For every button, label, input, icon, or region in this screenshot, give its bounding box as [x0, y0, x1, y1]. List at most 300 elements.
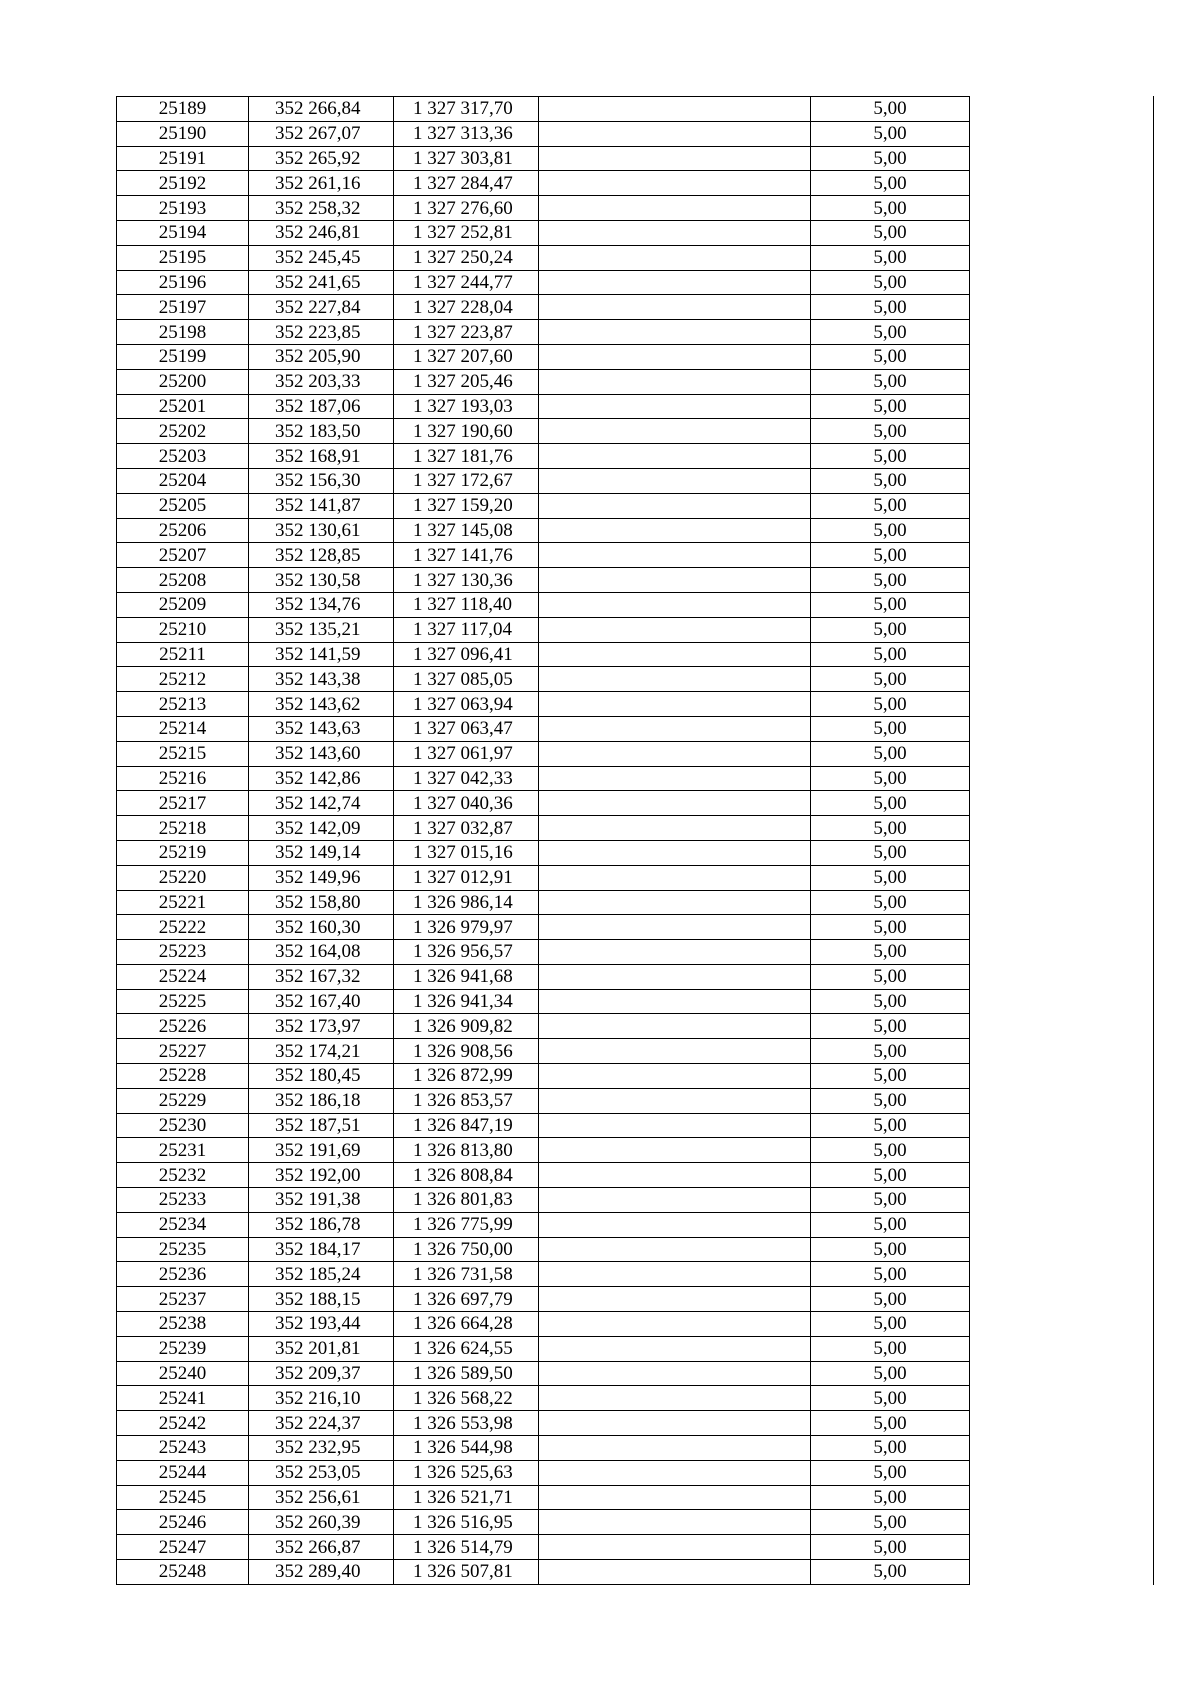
empty-cell	[970, 270, 1153, 295]
y-coordinate-cell: 1 327 317,70	[394, 97, 539, 122]
x-coordinate-cell: 352 149,14	[249, 840, 394, 865]
value-cell: 5,00	[811, 1064, 970, 1089]
value-cell: 5,00	[811, 295, 970, 320]
value-cell: 5,00	[811, 1560, 970, 1585]
point-number-cell: 25239	[117, 1336, 249, 1361]
table-row	[117, 1163, 1153, 1188]
value-cell: 5,00	[811, 915, 970, 940]
empty-cell	[970, 493, 1153, 518]
empty-cell	[539, 915, 811, 940]
x-coordinate-cell: 352 160,30	[249, 915, 394, 940]
empty-cell	[970, 1485, 1153, 1510]
point-number-cell: 25203	[117, 444, 249, 469]
empty-cell	[970, 543, 1153, 568]
point-number-cell: 25240	[117, 1361, 249, 1386]
empty-cell	[539, 196, 811, 221]
table-row	[117, 369, 1153, 394]
x-coordinate-cell: 352 184,17	[249, 1237, 394, 1262]
table-row	[117, 1312, 1153, 1337]
empty-cell	[539, 940, 811, 965]
point-number-cell: 25235	[117, 1237, 249, 1262]
empty-cell	[970, 146, 1153, 171]
point-number-cell: 25200	[117, 369, 249, 394]
empty-cell	[970, 245, 1153, 270]
point-number-cell: 25221	[117, 890, 249, 915]
empty-cell	[970, 196, 1153, 221]
value-cell: 5,00	[811, 766, 970, 791]
point-number-cell: 25220	[117, 865, 249, 890]
empty-cell	[539, 592, 811, 617]
empty-cell	[970, 320, 1153, 345]
y-coordinate-cell: 1 327 250,24	[394, 245, 539, 270]
y-coordinate-cell: 1 327 303,81	[394, 146, 539, 171]
x-coordinate-cell: 352 193,44	[249, 1312, 394, 1337]
value-cell: 5,00	[811, 146, 970, 171]
empty-cell	[970, 1188, 1153, 1213]
table-row	[117, 171, 1153, 196]
table-row	[117, 220, 1153, 245]
y-coordinate-cell: 1 327 117,04	[394, 617, 539, 642]
value-cell: 5,00	[811, 791, 970, 816]
empty-cell	[970, 394, 1153, 419]
y-coordinate-cell: 1 326 941,68	[394, 964, 539, 989]
empty-cell	[539, 270, 811, 295]
empty-cell	[970, 1163, 1153, 1188]
empty-cell	[539, 171, 811, 196]
y-coordinate-cell: 1 327 207,60	[394, 344, 539, 369]
empty-cell	[970, 97, 1153, 122]
y-coordinate-cell: 1 327 276,60	[394, 196, 539, 221]
empty-cell	[539, 1014, 811, 1039]
empty-cell	[539, 1312, 811, 1337]
table-row	[117, 592, 1153, 617]
table-row	[117, 940, 1153, 965]
empty-cell	[539, 1237, 811, 1262]
empty-cell	[539, 1436, 811, 1461]
x-coordinate-cell: 352 289,40	[249, 1560, 394, 1585]
value-cell: 5,00	[811, 1460, 970, 1485]
table-row	[117, 1014, 1153, 1039]
value-cell: 5,00	[811, 1138, 970, 1163]
empty-cell	[970, 642, 1153, 667]
value-cell: 5,00	[811, 171, 970, 196]
empty-cell	[539, 568, 811, 593]
x-coordinate-cell: 352 224,37	[249, 1411, 394, 1436]
value-cell: 5,00	[811, 344, 970, 369]
x-coordinate-cell: 352 183,50	[249, 419, 394, 444]
empty-cell	[970, 915, 1153, 940]
empty-cell	[539, 964, 811, 989]
point-number-cell: 25228	[117, 1064, 249, 1089]
x-coordinate-cell: 352 143,38	[249, 667, 394, 692]
empty-cell	[970, 1386, 1153, 1411]
x-coordinate-cell: 352 186,78	[249, 1212, 394, 1237]
empty-cell	[539, 791, 811, 816]
value-cell: 5,00	[811, 220, 970, 245]
value-cell: 5,00	[811, 840, 970, 865]
table-row	[117, 865, 1153, 890]
table-row	[117, 568, 1153, 593]
table-row	[117, 493, 1153, 518]
empty-cell	[970, 419, 1153, 444]
value-cell: 5,00	[811, 543, 970, 568]
empty-cell	[539, 1138, 811, 1163]
y-coordinate-cell: 1 327 042,33	[394, 766, 539, 791]
x-coordinate-cell: 352 187,06	[249, 394, 394, 419]
empty-cell	[539, 369, 811, 394]
point-number-cell: 25232	[117, 1163, 249, 1188]
empty-cell	[539, 1188, 811, 1213]
y-coordinate-cell: 1 326 521,71	[394, 1485, 539, 1510]
x-coordinate-cell: 352 246,81	[249, 220, 394, 245]
x-coordinate-cell: 352 191,38	[249, 1188, 394, 1213]
coordinates-table-wrapper	[116, 96, 1154, 1585]
y-coordinate-cell: 1 326 507,81	[394, 1560, 539, 1585]
y-coordinate-cell: 1 326 986,14	[394, 890, 539, 915]
x-coordinate-cell: 352 205,90	[249, 344, 394, 369]
value-cell: 5,00	[811, 568, 970, 593]
y-coordinate-cell: 1 326 941,34	[394, 989, 539, 1014]
empty-cell	[970, 1262, 1153, 1287]
empty-cell	[539, 1064, 811, 1089]
value-cell: 5,00	[811, 1411, 970, 1436]
x-coordinate-cell: 352 256,61	[249, 1485, 394, 1510]
empty-cell	[970, 1361, 1153, 1386]
point-number-cell: 25211	[117, 642, 249, 667]
point-number-cell: 25196	[117, 270, 249, 295]
y-coordinate-cell: 1 326 544,98	[394, 1436, 539, 1461]
empty-cell	[539, 245, 811, 270]
y-coordinate-cell: 1 327 096,41	[394, 642, 539, 667]
table-row	[117, 1287, 1153, 1312]
table-row	[117, 989, 1153, 1014]
point-number-cell: 25229	[117, 1088, 249, 1113]
empty-cell	[970, 121, 1153, 146]
y-coordinate-cell: 1 327 145,08	[394, 518, 539, 543]
empty-cell	[970, 369, 1153, 394]
empty-cell	[970, 220, 1153, 245]
value-cell: 5,00	[811, 617, 970, 642]
value-cell: 5,00	[811, 1336, 970, 1361]
empty-cell	[539, 468, 811, 493]
empty-cell	[970, 1088, 1153, 1113]
value-cell: 5,00	[811, 518, 970, 543]
empty-cell	[539, 865, 811, 890]
empty-cell	[539, 493, 811, 518]
y-coordinate-cell: 1 327 012,91	[394, 865, 539, 890]
table-row	[117, 1064, 1153, 1089]
table-row	[117, 518, 1153, 543]
x-coordinate-cell: 352 266,87	[249, 1535, 394, 1560]
value-cell: 5,00	[811, 1436, 970, 1461]
y-coordinate-cell: 1 327 172,67	[394, 468, 539, 493]
point-number-cell: 25216	[117, 766, 249, 791]
point-number-cell: 25238	[117, 1312, 249, 1337]
value-cell: 5,00	[811, 1212, 970, 1237]
empty-cell	[970, 518, 1153, 543]
table-row	[117, 344, 1153, 369]
empty-cell	[970, 1510, 1153, 1535]
empty-cell	[539, 1386, 811, 1411]
empty-cell	[539, 716, 811, 741]
empty-cell	[539, 518, 811, 543]
value-cell: 5,00	[811, 97, 970, 122]
point-number-cell: 25209	[117, 592, 249, 617]
value-cell: 5,00	[811, 716, 970, 741]
y-coordinate-cell: 1 327 193,03	[394, 394, 539, 419]
value-cell: 5,00	[811, 270, 970, 295]
x-coordinate-cell: 352 185,24	[249, 1262, 394, 1287]
table-row	[117, 840, 1153, 865]
x-coordinate-cell: 352 241,65	[249, 270, 394, 295]
empty-cell	[539, 1088, 811, 1113]
table-row	[117, 1386, 1153, 1411]
empty-cell	[539, 97, 811, 122]
point-number-cell: 25246	[117, 1510, 249, 1535]
y-coordinate-cell: 1 327 244,77	[394, 270, 539, 295]
y-coordinate-cell: 1 326 750,00	[394, 1237, 539, 1262]
x-coordinate-cell: 352 186,18	[249, 1088, 394, 1113]
x-coordinate-cell: 352 266,84	[249, 97, 394, 122]
x-coordinate-cell: 352 253,05	[249, 1460, 394, 1485]
y-coordinate-cell: 1 326 624,55	[394, 1336, 539, 1361]
value-cell: 5,00	[811, 964, 970, 989]
empty-cell	[539, 1510, 811, 1535]
y-coordinate-cell: 1 326 872,99	[394, 1064, 539, 1089]
empty-cell	[970, 1064, 1153, 1089]
empty-cell	[539, 692, 811, 717]
y-coordinate-cell: 1 326 697,79	[394, 1287, 539, 1312]
value-cell: 5,00	[811, 1312, 970, 1337]
y-coordinate-cell: 1 327 063,47	[394, 716, 539, 741]
x-coordinate-cell: 352 142,09	[249, 816, 394, 841]
point-number-cell: 25198	[117, 320, 249, 345]
point-number-cell: 25213	[117, 692, 249, 717]
table-row	[117, 1188, 1153, 1213]
y-coordinate-cell: 1 327 040,36	[394, 791, 539, 816]
point-number-cell: 25223	[117, 940, 249, 965]
value-cell: 5,00	[811, 667, 970, 692]
value-cell: 5,00	[811, 121, 970, 146]
y-coordinate-cell: 1 326 516,95	[394, 1510, 539, 1535]
empty-cell	[970, 1336, 1153, 1361]
y-coordinate-cell: 1 327 141,76	[394, 543, 539, 568]
x-coordinate-cell: 352 143,62	[249, 692, 394, 717]
empty-cell	[970, 1535, 1153, 1560]
point-number-cell: 25199	[117, 344, 249, 369]
point-number-cell: 25204	[117, 468, 249, 493]
empty-cell	[539, 816, 811, 841]
value-cell: 5,00	[811, 444, 970, 469]
y-coordinate-cell: 1 326 589,50	[394, 1361, 539, 1386]
empty-cell	[539, 320, 811, 345]
x-coordinate-cell: 352 174,21	[249, 1039, 394, 1064]
empty-cell	[970, 766, 1153, 791]
x-coordinate-cell: 352 149,96	[249, 865, 394, 890]
table-row	[117, 97, 1153, 122]
point-number-cell: 25207	[117, 543, 249, 568]
y-coordinate-cell: 1 327 223,87	[394, 320, 539, 345]
table-row	[117, 1560, 1153, 1585]
value-cell: 5,00	[811, 940, 970, 965]
x-coordinate-cell: 352 167,32	[249, 964, 394, 989]
table-row	[117, 915, 1153, 940]
point-number-cell: 25218	[117, 816, 249, 841]
value-cell: 5,00	[811, 1510, 970, 1535]
x-coordinate-cell: 352 164,08	[249, 940, 394, 965]
x-coordinate-cell: 352 216,10	[249, 1386, 394, 1411]
table-row	[117, 716, 1153, 741]
empty-cell	[539, 1212, 811, 1237]
point-number-cell: 25231	[117, 1138, 249, 1163]
point-number-cell: 25197	[117, 295, 249, 320]
x-coordinate-cell: 352 188,15	[249, 1287, 394, 1312]
y-coordinate-cell: 1 326 979,97	[394, 915, 539, 940]
y-coordinate-cell: 1 326 514,79	[394, 1535, 539, 1560]
empty-cell	[970, 816, 1153, 841]
table-row	[117, 1039, 1153, 1064]
x-coordinate-cell: 352 245,45	[249, 245, 394, 270]
y-coordinate-cell: 1 327 015,16	[394, 840, 539, 865]
table-row	[117, 741, 1153, 766]
empty-cell	[539, 344, 811, 369]
empty-cell	[539, 146, 811, 171]
y-coordinate-cell: 1 327 159,20	[394, 493, 539, 518]
x-coordinate-cell: 352 265,92	[249, 146, 394, 171]
x-coordinate-cell: 352 128,85	[249, 543, 394, 568]
table-row	[117, 444, 1153, 469]
value-cell: 5,00	[811, 196, 970, 221]
point-number-cell: 25206	[117, 518, 249, 543]
empty-cell	[539, 1163, 811, 1188]
value-cell: 5,00	[811, 1088, 970, 1113]
x-coordinate-cell: 352 168,91	[249, 444, 394, 469]
point-number-cell: 25243	[117, 1436, 249, 1461]
table-row	[117, 1510, 1153, 1535]
table-row	[117, 642, 1153, 667]
empty-cell	[539, 741, 811, 766]
y-coordinate-cell: 1 327 130,36	[394, 568, 539, 593]
y-coordinate-cell: 1 327 313,36	[394, 121, 539, 146]
empty-cell	[970, 171, 1153, 196]
point-number-cell: 25210	[117, 617, 249, 642]
table-row	[117, 890, 1153, 915]
value-cell: 5,00	[811, 394, 970, 419]
value-cell: 5,00	[811, 1113, 970, 1138]
empty-cell	[539, 295, 811, 320]
table-row	[117, 1212, 1153, 1237]
empty-cell	[539, 667, 811, 692]
empty-cell	[970, 1312, 1153, 1337]
x-coordinate-cell: 352 267,07	[249, 121, 394, 146]
empty-cell	[970, 1212, 1153, 1237]
point-number-cell: 25234	[117, 1212, 249, 1237]
empty-cell	[970, 1138, 1153, 1163]
y-coordinate-cell: 1 327 252,81	[394, 220, 539, 245]
table-row	[117, 964, 1153, 989]
empty-cell	[539, 1262, 811, 1287]
empty-cell	[970, 344, 1153, 369]
table-row	[117, 121, 1153, 146]
y-coordinate-cell: 1 326 909,82	[394, 1014, 539, 1039]
value-cell: 5,00	[811, 816, 970, 841]
x-coordinate-cell: 352 232,95	[249, 1436, 394, 1461]
table-row	[117, 1411, 1153, 1436]
value-cell: 5,00	[811, 1361, 970, 1386]
x-coordinate-cell: 352 143,60	[249, 741, 394, 766]
x-coordinate-cell: 352 260,39	[249, 1510, 394, 1535]
point-number-cell: 25237	[117, 1287, 249, 1312]
x-coordinate-cell: 352 167,40	[249, 989, 394, 1014]
table-row	[117, 1088, 1153, 1113]
point-number-cell: 25193	[117, 196, 249, 221]
y-coordinate-cell: 1 326 525,63	[394, 1460, 539, 1485]
point-number-cell: 25205	[117, 493, 249, 518]
y-coordinate-cell: 1 326 775,99	[394, 1212, 539, 1237]
point-number-cell: 25242	[117, 1411, 249, 1436]
empty-cell	[970, 1411, 1153, 1436]
value-cell: 5,00	[811, 369, 970, 394]
y-coordinate-cell: 1 327 190,60	[394, 419, 539, 444]
point-number-cell: 25201	[117, 394, 249, 419]
table-row	[117, 1113, 1153, 1138]
empty-cell	[539, 766, 811, 791]
table-row	[117, 543, 1153, 568]
x-coordinate-cell: 352 258,32	[249, 196, 394, 221]
x-coordinate-cell: 352 130,61	[249, 518, 394, 543]
table-row	[117, 667, 1153, 692]
value-cell: 5,00	[811, 741, 970, 766]
empty-cell	[539, 989, 811, 1014]
point-number-cell: 25247	[117, 1535, 249, 1560]
empty-cell	[970, 1039, 1153, 1064]
empty-cell	[539, 840, 811, 865]
empty-cell	[539, 121, 811, 146]
empty-cell	[539, 220, 811, 245]
x-coordinate-cell: 352 173,97	[249, 1014, 394, 1039]
empty-cell	[539, 890, 811, 915]
empty-cell	[970, 989, 1153, 1014]
point-number-cell: 25233	[117, 1188, 249, 1213]
point-number-cell: 25194	[117, 220, 249, 245]
y-coordinate-cell: 1 327 032,87	[394, 816, 539, 841]
value-cell: 5,00	[811, 1188, 970, 1213]
empty-cell	[970, 617, 1153, 642]
table-row	[117, 1138, 1153, 1163]
empty-cell	[970, 716, 1153, 741]
x-coordinate-cell: 352 201,81	[249, 1336, 394, 1361]
y-coordinate-cell: 1 326 847,19	[394, 1113, 539, 1138]
value-cell: 5,00	[811, 989, 970, 1014]
table-row	[117, 196, 1153, 221]
empty-cell	[970, 791, 1153, 816]
point-number-cell: 25217	[117, 791, 249, 816]
x-coordinate-cell: 352 192,00	[249, 1163, 394, 1188]
empty-cell	[970, 1560, 1153, 1585]
point-number-cell: 25244	[117, 1460, 249, 1485]
x-coordinate-cell: 352 135,21	[249, 617, 394, 642]
y-coordinate-cell: 1 326 801,83	[394, 1188, 539, 1213]
coordinates-table	[116, 96, 1153, 1585]
y-coordinate-cell: 1 326 813,80	[394, 1138, 539, 1163]
empty-cell	[970, 667, 1153, 692]
empty-cell	[539, 444, 811, 469]
y-coordinate-cell: 1 326 731,58	[394, 1262, 539, 1287]
table-row	[117, 320, 1153, 345]
x-coordinate-cell: 352 261,16	[249, 171, 394, 196]
value-cell: 5,00	[811, 1535, 970, 1560]
y-coordinate-cell: 1 327 228,04	[394, 295, 539, 320]
